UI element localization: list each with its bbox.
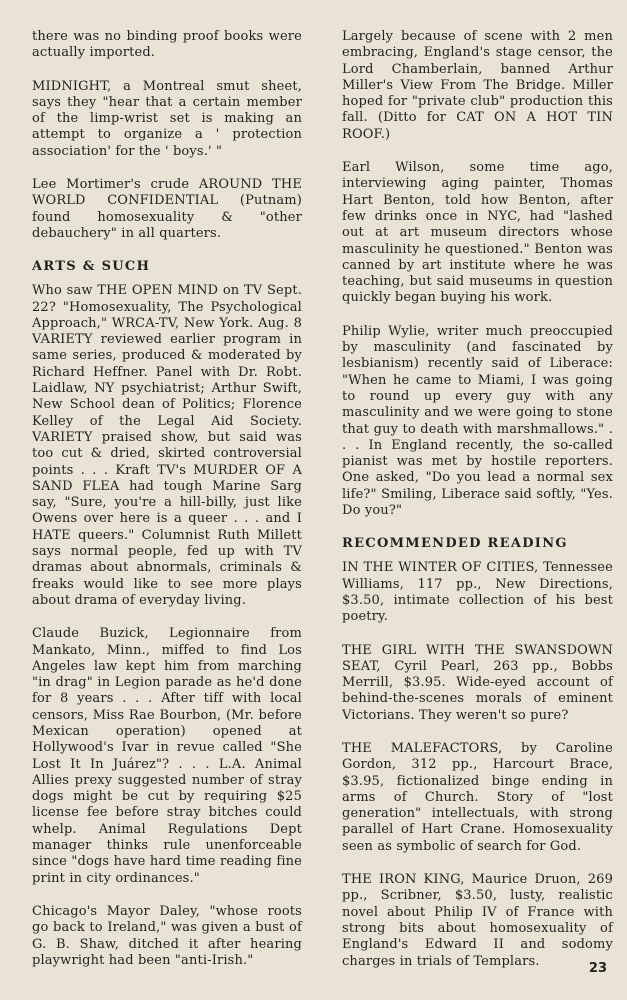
book-entry-swansdown-seat: THE GIRL WITH THE SWANSDOWN SEAT, Cyril Pearl, 263 pp., Bobbs Merrill, $3.95. Wide-eyed account of behind-the-scenes morals of eminent Victorians. They weren't so pure? xyxy=(342,642,613,723)
book-entry-winter-of-cities: IN THE WINTER OF CITIES, Tennessee Williams, 117 pp., New Directions, $3.50, intimate collection of his best poetry. xyxy=(342,560,613,625)
book-entry-iron-king: THE IRON KING, Maurice Druon, 269 pp., Scribner, $3.50, lusty, realistic novel about Philip IV of France with strong bits about homosexuality of England's Edward II and sodomy charges in trials of Templars. xyxy=(342,872,613,969)
paragraph-binding-proof: there was no binding proof books were actually imported. xyxy=(32,29,302,61)
paragraph-wylie: Philip Wylie, writer much preoccupied by masculinity (and fascinated by lesbianism) recently said of Liberace: "When he came to Miami, I was going to round up every guy with any masculinity and we were going to stone that guy to death with marshmallows." . . . In England recently, the so-called pianist was met by hostile reporters. One asked, "Do you lead a normal sex life?" Smiling, Liberace said softly, "Yes. Do you?" xyxy=(342,323,613,519)
left-column xyxy=(32,29,302,986)
section-heading-reading: RECOMMENDED READING xyxy=(342,536,568,552)
paragraph-daley: Chicago's Mayor Daley, "whose roots go back to Ireland," was given a bust of G. B. Shaw, ditched it after hearing playwright had been "anti-Irish." xyxy=(32,903,302,968)
page-number: 23 xyxy=(588,961,607,976)
paragraph-midnight: MIDNIGHT, a Montreal smut sheet, says they "hear that a certain member of the limp-wrist set is making an attempt to organize a ' protection association' for the ' boys.' " xyxy=(32,78,302,159)
section-heading-arts: ARTS & SUCH xyxy=(32,259,151,275)
paragraph-chamberlain: Largely because of scene with 2 men embracing, England's stage censor, the Lord Chamberlain, banned Arthur Miller's View From The Bridge. Miller hoped for "private club" production this fall. (Ditto for CAT ON A HOT TIN ROOF.) xyxy=(342,29,613,142)
paragraph-mortimer: Lee Mortimer's crude AROUND THE WORLD CONFIDENTIAL (Putnam) found homosexuality & "other debauchery" in all quarters. xyxy=(32,177,302,241)
right-column xyxy=(342,29,613,987)
paragraph-open-mind: Who saw THE OPEN MIND on TV Sept. 22? "Homosexuality, The Psychological Approach," WRCA-TV, New York. Aug. 8 VARIETY reviewed earlier program in same series, produced & moderated by Richard Heffner. Panel with Dr. Robt. Laidlaw, NY psychiatrist; Arthur Swift, New School dean of Politics; Florence Kelley of the Legal Aid Society. VARIETY praised show, but said was too cut & dried, skirted controversial points . . . Kraft TV's MURDER OF A SAND FLEA had tough Marine Sarg say, "Sure, you're a hill-billy, just like Owens over here is a queer . . . and I HATE queers." Columnist Ruth Millett says normal people, fed up with TV dramas about abnormals, criminals & freaks would like to see more plays about drama of everyday living. xyxy=(32,283,302,608)
paragraph-buzick: Claude Buzick, Legionnaire from Mankato, Minn., miffed to find Los Angeles law kept him from marching "in drag" in Legion parade as he'd done for 8 years . . . After tiff with local censors, Miss Rae Bourbon, (Mr. before Mexican operation) opened at Hollywood's Ivar in revue called "She Lost It In Juárez"? . . . L.A. Animal Allies prexy suggested number of stray dogs might be cut by requiring $25 license fee before stray bitches could whelp. Animal Regulations Dept manager thinks rule unenforceable since "dogs have hard time reading fine print in city ordinances." xyxy=(32,626,302,886)
book-entry-malefactors: THE MALEFACTORS, by Caroline Gordon, 312 pp., Harcourt Brace, $3.95, fictionalized binge ending in arms of Church. Story of "lost generation" intellectuals, with strong parallel of Hart Crane. Homosexuality seen as symbolic of search for God. xyxy=(342,740,613,854)
paragraph-earl-wilson: Earl Wilson, some time ago, interviewing aging painter, Thomas Hart Benton, told how Benton, after few drinks once in NYC, had "lashed out at art museum directors whose masculinity he questioned." Benton was canned by art institute where he was teaching, but said museums in question quickly began buying his work. xyxy=(342,160,613,306)
